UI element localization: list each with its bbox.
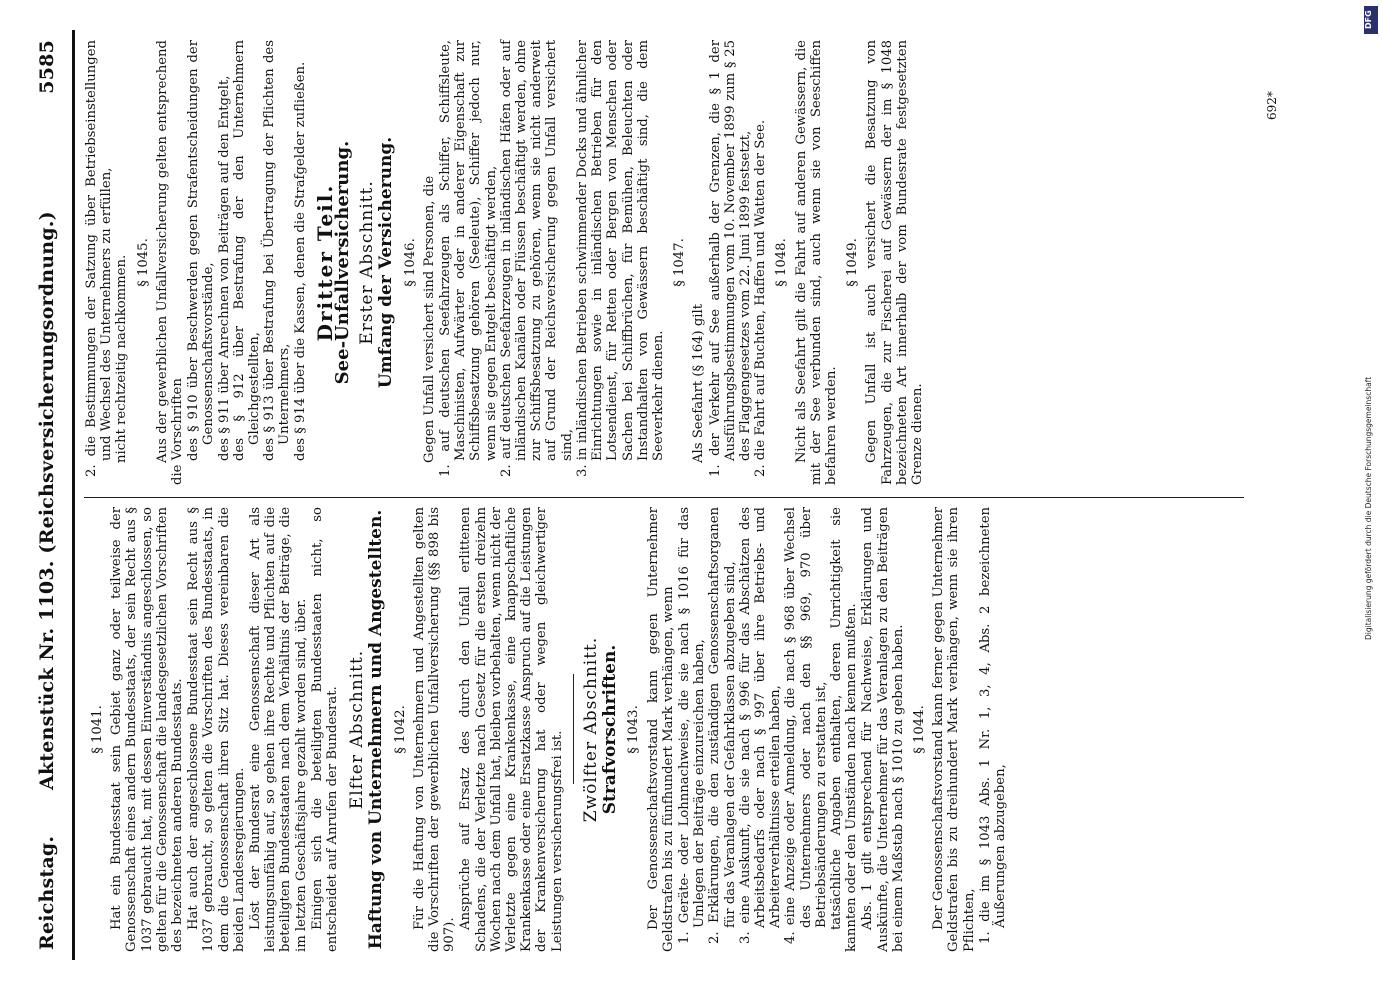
list-item: des § 913 über Bestrafung bei Übertragung der Pflichten des Unternehmers, — [262, 40, 293, 461]
header-left: Reichstag. — [36, 835, 58, 950]
list-item: des § 910 über Beschwerden gegen Strafentscheidungen der Genossenschaftsvorstände, — [186, 40, 217, 461]
section-number: § 1045. — [135, 238, 151, 287]
part-title: See-Unfallversicherung. — [332, 140, 354, 385]
left-column — [84, 507, 1008, 952]
list-item: 1. der Verkehr auf See außerhalb der Grenzen, die § 1 der Ausführungsbestimmungen vom 10. November 1899 zum § 25 des Flaggengesetzes vom 22. Juni 1899 festsetzt, — [707, 40, 753, 477]
list-item: 1. Geräte- oder Lohnnachweise, die sie nach § 1016 für das Umlegen der Beiträge einzureichen haben, — [676, 507, 708, 944]
list-item: 2. auf deutschen Seefahrzeugen in inländischen Häfen oder auf inländischen Kanälen oder Flüssen beschäftigt werden, ohne zur Schiffsbesatzung zu gehören, wenn sie nicht anderweit auf Grund der Reichsversicherung gegen Unfall versichert sind, — [498, 40, 575, 477]
paragraph: Aus der gewerblichen Unfallversicherung gelten entsprechend die Vorschriften — [154, 40, 186, 485]
part-heading: Dritter Teil. — [312, 183, 337, 342]
paragraph: tatsächliche Angaben enthalten, deren Unrichtigkeit sie kannten oder den Umständen nach kennen mußten. — [828, 507, 860, 952]
section-number: § 1049. — [845, 238, 861, 287]
chapter-heading: Erster Abschnitt. — [357, 180, 378, 345]
paragraph: Abs. 1 gilt entsprechend für Nachweise, Erklärungen und Auskünfte, die Unternehmer für das Veranlagen zu den Beiträgen bei einem Maßstab nach § 1010 zu geben haben. — [860, 507, 906, 952]
list-item: 4. eine Anzeige oder Anmeldung, die nach § 968 über Wechsel des Unternehmers oder nach den §§ 969, 970 über Betriebsänderungen zu erstatten ist, — [783, 507, 829, 944]
section-number: § 1041. — [90, 705, 105, 754]
section-number: § 1048. — [774, 238, 790, 287]
section-divider — [573, 675, 574, 785]
paragraph: Gegen Unfall ist auch versichert die Besatzung von Fahrzeugen, die zur Fischerei auf Gewässern der im § 1048 bezeichneten Art innerhalb der vom Bundesrate festgesetzten Grenze dienen. — [864, 40, 925, 485]
chapter-title: Umfang der Versicherung. — [376, 136, 397, 389]
paragraph: Für die Haftung von Unternehmern und Angestellten gelten die Vorschriften der gewerblichen Unfallversicherung (§§ 898 bis 907). — [411, 507, 458, 952]
list-item: 3. eine Auskunft, die sie nach § 996 für das Abschätzen des Arbeitsbedarfs oder nach § 997 über ihre Betriebs- und Arbeiterverhältnisse erteilen haben, — [737, 507, 784, 944]
paragraph: Ansprüche auf Ersatz des durch den Unfall erlittenen Schadens, die der Verletzte nach Gesetz für die ersten dreizehn Wochen nach dem Unfall hat, bleiben vorbehalten, wenn nicht der Verletzte gegen eine Krankenkasse, eine knappschaftliche Krankenkasse oder eine Ersatzkasse Anspruch auf die Leistungen der Krankenversicherung hat oder wegen gleichwertiger Leistungen versicherungsfrei ist. — [458, 507, 565, 952]
paragraph: Als Seefahrt (§ 164) gilt — [691, 304, 707, 463]
paragraph: Hat auch der angeschlossene Bundesstaat sein Recht aus § 1037 gebraucht, so gelten die Vorschriften des Bundesstaats, in dem die Genossenschaft ihren Sitz hat. Dieses vereinbaren die beiden Landesregierungen. — [186, 507, 247, 952]
list-item: 1. die im § 1043 Abs. 1 Nr. 1, 3, 4, Abs. 2 bezeichneten Äußerungen abzugeben, — [977, 507, 1008, 944]
paragraph: nicht rechtzeitig nachkommen. — [114, 254, 130, 463]
digitization-note: Digitalisierung gefördert durch die Deutsche Forschungsgemeinschaft — [1364, 376, 1373, 640]
list-item: 2. Erklärungen, die den zuständigen Genossenschaftsorganen für das Veranlagen der Gefahrklassen abzugeben sind, — [707, 507, 738, 944]
page-header — [30, 30, 70, 960]
paragraph: Hat ein Bundesstaat sein Gebiet ganz oder teilweise der Genossenschaft eines andern Bundesstaats, der sein Recht aus § 1037 gebraucht hat, mit dessen Einverständnis angeschlossen, so gelten für die Genossenschaft die landesgesetzlichen Vorschriften des bezeichneten anderen Bundesstaats. — [109, 507, 186, 952]
paragraph: Der Genossenschaftsvorstand kann ferner gegen Unternehmer Geldstrafen bis zu dreihundert Mark verhängen, wenn sie ihren Pflichten, — [931, 507, 977, 952]
section-number: § 1043. — [626, 705, 642, 754]
list-item: des § 911 über Anrechnen von Beiträgen auf den Entgelt, — [216, 75, 232, 461]
list-item: 2. die Bestimmungen der Satzung über Betriebseinstellungen und Wechsel des Unternehmers zu erfüllen, — [84, 40, 115, 477]
paragraph: Einigen sich die beteiligten Bundesstaaten nicht, so entscheidet auf Anrufen der Bundesrat. — [309, 507, 341, 952]
list-item: des § 914 über die Kassen, denen die Strafgelder zufließen. — [292, 61, 308, 461]
section-number: § 1046. — [402, 238, 418, 287]
header-rule — [72, 30, 75, 960]
chapter-heading: Elfter Abschnitt. — [347, 649, 368, 810]
chapter-title: Haftung von Unternehmern und Angestellten. — [366, 509, 387, 950]
section-number: § 1042. — [392, 705, 408, 754]
sheet-signature: 692* — [1265, 91, 1279, 120]
list-item: 3. in inländischen Betrieben schwimmender Docks und ähnlicher Einrichtungen sowie in inländischen Betrieben für den Lotsendienst, für Retten oder Bergen von Menschen oder Sachen bei Schiffbrüchen, für Bemühen, Beleuchten oder Instandhalten von Gewässern beschäftigt sind, die dem Seeverkehr dienen. — [574, 40, 666, 477]
paragraph: Löst der Bundesrat eine Genossenschaft dieser Art als leistungsunfähig auf, so gehen ihre Rechte und Pflichten auf die beteiligten Bundesstaaten nach dem Verhältnis der Beiträge, die im letzten Geschäftsjahre gezahlt worden sind, über. — [248, 507, 309, 952]
section-number: § 1044. — [911, 705, 927, 754]
column-divider — [84, 497, 1244, 498]
paragraph: Nicht als Seefahrt gilt die Fahrt auf anderen Gewässern, die mit der See verbunden sind, auch wenn sie von Seeschiffen befahren werden. — [793, 40, 839, 485]
chapter-title: Strafvorschriften. — [600, 644, 621, 815]
list-item: 1. auf deutschen Seefahrzeugen als Schiffer, Schiffsleute, Maschinisten, Aufwärter oder in anderer Eigenschaft zur Schiffsbesatzung gehören (Seeleute), Schiffer jedoch nur, wenn sie gegen Entgelt beschäftigt werden, — [438, 40, 499, 477]
right-column — [84, 40, 926, 485]
list-item: 2. die Fahrt auf Buchten, Haffen und Watten der See. — [753, 119, 769, 477]
chapter-heading: Zwölfter Abschnitt. — [580, 636, 601, 823]
list-item: des § 912 über Bestrafung der den Unternehmern Gleichgestellten, — [231, 40, 263, 461]
page-number: 5585 — [36, 40, 58, 94]
paragraph: Gegen Unfall versichert sind Personen, die — [421, 175, 437, 463]
dfg-logo: DFG — [1364, 6, 1378, 34]
section-number: § 1047. — [672, 238, 688, 287]
header-title: Aktenstück Nr. 1103. (Reichsversicherungsordnung.) — [36, 211, 58, 790]
paragraph: Der Genossenschaftsvorstand kann gegen Unternehmer Geldstrafen bis zu fünfhundert Mark verhängen, wenn — [645, 507, 676, 952]
